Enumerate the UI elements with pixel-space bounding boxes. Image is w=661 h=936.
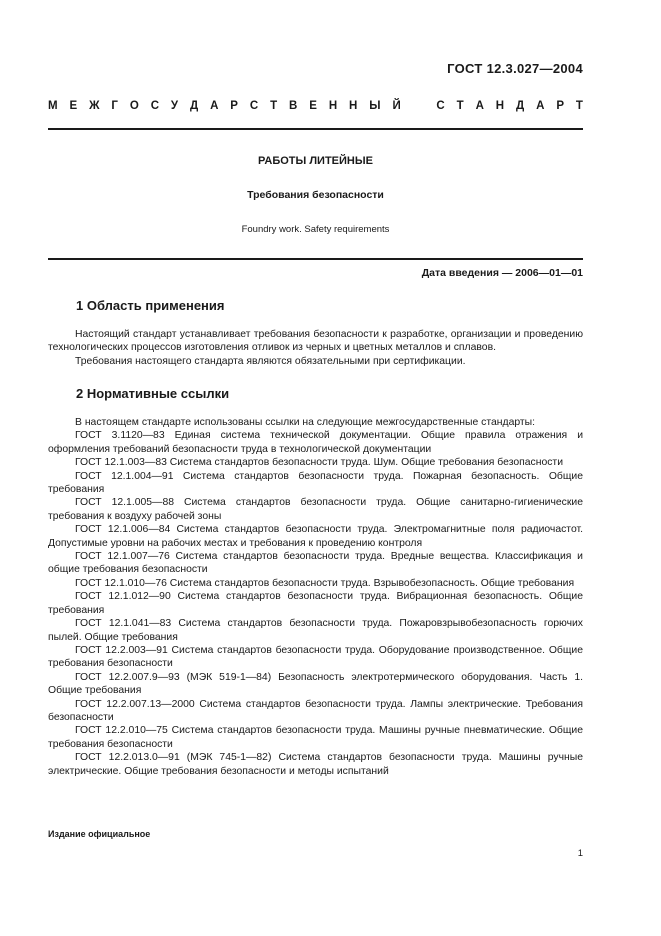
standard-type-letter: Ы: [369, 100, 381, 112]
reference-item: ГОСТ 12.2.003—91 Система стандартов безопасности труда. Оборудование производственное. Общие требования безопасности: [48, 644, 583, 670]
standard-type-letter: Т: [456, 100, 464, 112]
paragraph: В настоящем стандарте использованы ссылки на следующие межгосударственные стандарты:: [75, 417, 536, 428]
standard-type-letter: Т: [575, 100, 583, 112]
standard-type-letter: А: [475, 100, 484, 112]
standard-type-letter: Ж: [89, 100, 100, 112]
reference-item: ГОСТ 12.2.007.9—93 (МЭК 519-1—84) Безопасность электротермического оборудования. Часть 1. Общие требования: [48, 671, 583, 697]
standard-type-letter: А: [210, 100, 219, 112]
reference-item: ГОСТ 12.1.006—84 Система стандартов безопасности труда. Электромагнитные поля радиочастот. Допустимые уровни на рабочих местах и требования к проведению контроля: [48, 524, 583, 549]
document-title-english: Foundry work. Safety requirements: [241, 224, 390, 235]
document-code: ГОСТ 12.3.027—2004: [447, 61, 583, 76]
reference-item: ГОСТ 12.1.012—90 Система стандартов безопасности труда. Вибрационная безопасность. Общие требования: [48, 591, 583, 616]
top-rule: [48, 128, 583, 130]
standard-type-letter: Н: [349, 100, 358, 112]
standard-type-letter: Д: [516, 100, 525, 112]
official-edition-note: Издание официальное: [48, 829, 151, 839]
standard-type-letter: С: [436, 100, 445, 112]
standard-type-letter: Г: [111, 100, 118, 112]
introduction-date: Дата введения — 2006—01—01: [421, 267, 583, 279]
standard-type-letter: Й: [392, 100, 401, 112]
paragraph: Настоящий стандарт устанавливает требования безопасности к разработке, организации и проведению технологических процессов изготовления отливок из черных и цветных металлов и сплавов.: [48, 329, 583, 354]
reference-item: ГОСТ 3.1120—83 Единая система технической документации. Общие правила отражения и оформления требований безопасности труда в технологической документации: [48, 430, 583, 455]
section-1-heading: 1 Область применения: [76, 298, 225, 313]
standard-type-letter: А: [536, 100, 545, 112]
reference-item: ГОСТ 12.1.010—76 Система стандартов безопасности труда. Взрывобезопасность. Общие требования: [75, 577, 575, 589]
standard-type-letter: С: [150, 100, 159, 112]
document-page: [48, 0, 583, 936]
reference-item: ГОСТ 12.1.003—83 Система стандартов безопасности труда. Шум. Общие требования безопасности: [75, 457, 563, 469]
reference-item: ГОСТ 12.1.041—83 Система стандартов безопасности труда. Пожаровзрывобезопасность горючих пылей. Общие требования: [48, 618, 583, 643]
standard-type-letter: Н: [328, 100, 338, 112]
reference-item: ГОСТ 12.2.010—75 Система стандартов безопасности труда. Машины ручные пневматические. Общие требования безопасности: [48, 725, 583, 750]
standard-type-letter: Р: [230, 100, 238, 112]
standard-type-letter: Е: [309, 100, 317, 112]
standard-type-letter: Т: [270, 100, 278, 112]
standard-type-letter: Р: [556, 100, 565, 112]
standard-type-letter: М: [48, 100, 58, 112]
title-rule: [48, 258, 583, 260]
standard-type-letter: Д: [189, 100, 199, 112]
reference-item: ГОСТ 12.2.007.13—2000 Система стандартов безопасности труда. Лампы электрические. Требования безопасности: [48, 698, 583, 723]
standard-type-letter: О: [129, 100, 139, 112]
standard-type-heading: [48, 100, 583, 112]
section-2-body: [48, 416, 583, 778]
standard-type-letter: У: [170, 100, 179, 112]
section-1-body: [48, 328, 583, 368]
standard-type-letter: Н: [495, 100, 505, 112]
reference-item: ГОСТ 12.1.007—76 Система стандартов безопасности труда. Вредные вещества. Классификация и общие требования безопасности: [48, 551, 583, 576]
standard-type-letter: Е: [69, 100, 78, 112]
reference-item: ГОСТ 12.1.004—91 Система стандартов безопасности труда. Пожарная безопасность. Общие требования: [48, 470, 583, 496]
page-number: 1: [577, 848, 583, 859]
reference-item: ГОСТ 12.2.013.0—91 (МЭК 745-1—82) Система стандартов безопасности труда. Машины ручные электрические. Общие требования безопасности и методы испытаний: [48, 752, 583, 777]
section-2-heading: 2 Нормативные ссылки: [76, 386, 230, 401]
paragraph: Требования настоящего стандарта являются обязательными при сертификации.: [75, 355, 466, 367]
standard-type-letter: С: [249, 100, 259, 112]
document-subtitle: Требования безопасности: [247, 189, 384, 201]
reference-item: ГОСТ 12.1.005—88 Система стандартов безопасности труда. Общие санитарно-гигиенические требования к воздуху рабочей зоны: [48, 497, 583, 522]
standard-type-letter: В: [289, 100, 298, 112]
document-title: РАБОТЫ ЛИТЕЙНЫЕ: [258, 155, 373, 167]
